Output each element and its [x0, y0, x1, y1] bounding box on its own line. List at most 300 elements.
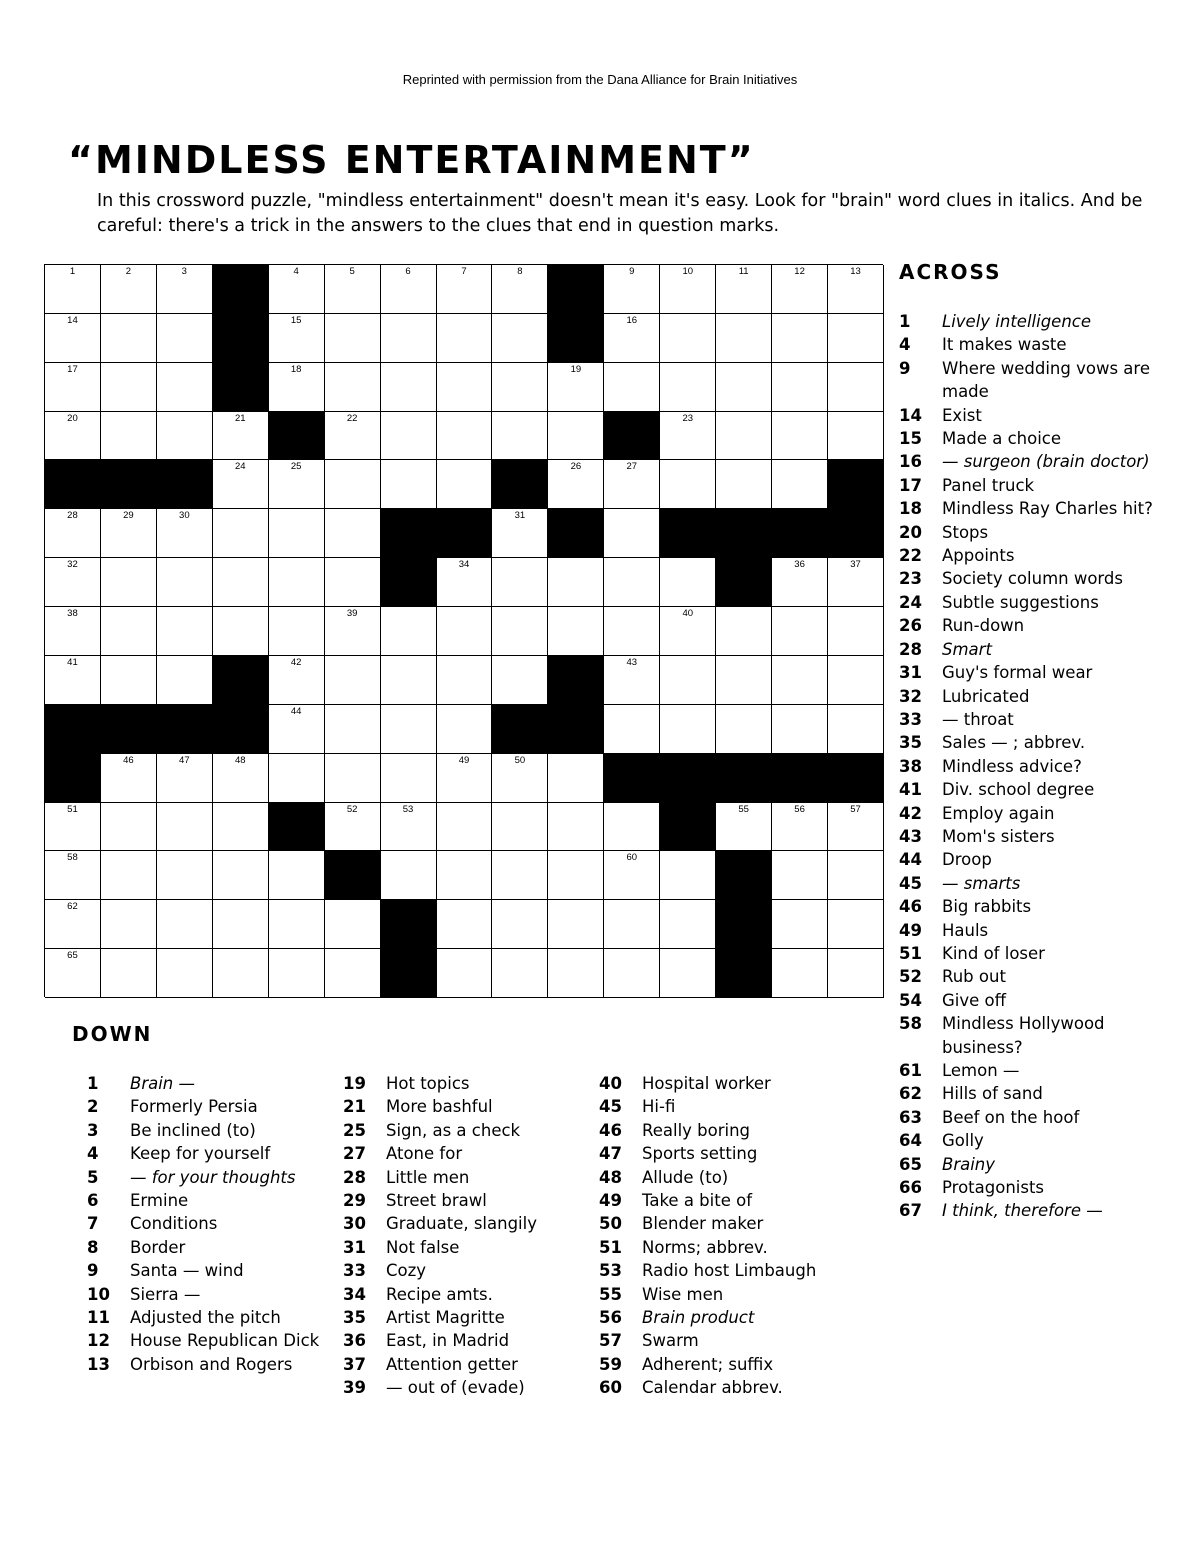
grid-cell[interactable] [45, 949, 101, 998]
grid-cell[interactable] [157, 607, 213, 656]
grid-cell[interactable] [45, 656, 101, 705]
grid-cell[interactable] [828, 851, 884, 900]
grid-cell[interactable] [325, 607, 381, 656]
clue-number: 4 [899, 335, 911, 355]
clue-item [899, 1082, 1164, 1105]
cell-number: 10 [682, 266, 694, 277]
grid-cell[interactable] [548, 900, 604, 949]
grid-cell[interactable] [45, 314, 101, 363]
clue-number: 3 [87, 1120, 99, 1140]
grid-cell[interactable] [269, 705, 325, 754]
grid-cell[interactable] [269, 509, 325, 558]
grid-cell[interactable] [437, 705, 493, 754]
grid-cell[interactable] [716, 265, 772, 314]
cell-number: 26 [570, 461, 582, 473]
clue-number: 66 [899, 1178, 922, 1198]
grid-cell[interactable] [437, 656, 493, 705]
grid-cell[interactable] [325, 803, 381, 852]
grid-cell[interactable] [213, 851, 269, 900]
grid-cell[interactable] [101, 363, 157, 412]
grid-block [157, 705, 213, 754]
grid-cell[interactable] [269, 265, 325, 314]
grid-cell[interactable] [492, 803, 548, 852]
grid-cell[interactable] [269, 558, 325, 607]
grid-cell[interactable] [772, 949, 828, 998]
grid-cell[interactable] [437, 607, 493, 656]
clue-item [899, 404, 1164, 427]
grid-cell[interactable] [492, 265, 548, 314]
clue-number: 60 [599, 1378, 622, 1398]
grid-cell[interactable] [660, 656, 716, 705]
grid-cell[interactable] [548, 851, 604, 900]
grid-cell[interactable] [269, 314, 325, 363]
grid-cell[interactable] [157, 314, 213, 363]
grid-cell[interactable] [660, 363, 716, 412]
grid-block [213, 265, 269, 314]
grid-cell[interactable] [325, 656, 381, 705]
grid-cell[interactable] [325, 949, 381, 998]
clue-number: 28 [899, 639, 922, 659]
grid-cell[interactable] [660, 949, 716, 998]
grid-cell[interactable] [716, 607, 772, 656]
clue-item [599, 1236, 844, 1259]
grid-cell[interactable] [157, 851, 213, 900]
grid-cell[interactable] [828, 412, 884, 461]
clue-text: Keep for yourself [130, 1144, 271, 1164]
grid-cell[interactable] [660, 314, 716, 363]
grid-cell[interactable] [604, 851, 660, 900]
grid-cell[interactable] [45, 851, 101, 900]
cell-number: 42 [290, 656, 302, 668]
grid-cell[interactable] [325, 314, 381, 363]
grid-block [604, 412, 660, 461]
cell-number: 11 [738, 266, 749, 277]
grid-cell[interactable] [772, 851, 828, 900]
clue-number: 44 [899, 850, 922, 870]
grid-cell[interactable] [492, 412, 548, 461]
grid-cell[interactable] [213, 509, 269, 558]
grid-cell[interactable] [157, 803, 213, 852]
grid-cell[interactable] [381, 363, 437, 412]
grid-cell[interactable] [437, 460, 493, 509]
grid-block [716, 900, 772, 949]
clue-text: Street brawl [386, 1191, 487, 1211]
grid-cell[interactable] [604, 558, 660, 607]
grid-cell[interactable] [492, 314, 548, 363]
grid-cell[interactable] [772, 900, 828, 949]
grid-cell[interactable] [101, 949, 157, 998]
clue-item [899, 521, 1164, 544]
grid-cell[interactable] [213, 460, 269, 509]
grid-cell[interactable] [660, 705, 716, 754]
grid-cell[interactable] [437, 851, 493, 900]
grid-cell[interactable] [772, 314, 828, 363]
grid-cell[interactable] [492, 754, 548, 803]
cell-number: 9 [629, 266, 635, 277]
clue-text: Border [130, 1237, 186, 1257]
grid-cell[interactable] [101, 900, 157, 949]
clue-number: 51 [899, 943, 922, 963]
clue-item [343, 1166, 588, 1189]
grid-cell[interactable] [716, 803, 772, 852]
cell-number: 14 [67, 314, 78, 326]
grid-cell[interactable] [660, 265, 716, 314]
grid-cell[interactable] [269, 754, 325, 803]
clue-text: Protagonists [942, 1178, 1045, 1198]
clue-item [87, 1212, 327, 1235]
grid-cell[interactable] [437, 363, 493, 412]
grid-cell[interactable] [45, 558, 101, 607]
grid-cell[interactable] [772, 656, 828, 705]
grid-cell[interactable] [157, 509, 213, 558]
grid-cell[interactable] [269, 607, 325, 656]
grid-cell[interactable] [548, 412, 604, 461]
cell-number: 62 [67, 901, 78, 913]
clue-text: Employ again [942, 803, 1055, 823]
cell-number: 4 [293, 266, 299, 277]
clue-number: 18 [899, 499, 922, 519]
grid-cell[interactable] [437, 558, 493, 607]
clue-text: — throat [942, 709, 1014, 729]
cell-number: 18 [290, 363, 302, 375]
clue-item [599, 1189, 844, 1212]
grid-block [101, 460, 157, 509]
clue-item [87, 1329, 327, 1352]
grid-cell[interactable] [213, 900, 269, 949]
grid-block [101, 705, 157, 754]
cell-number: 20 [67, 412, 78, 424]
clue-text: Lively intelligence [942, 312, 1092, 331]
grid-cell[interactable] [660, 851, 716, 900]
grid-cell[interactable] [437, 754, 493, 803]
grid-cell[interactable] [157, 558, 213, 607]
grid-cell[interactable] [45, 412, 101, 461]
grid-cell[interactable] [604, 705, 660, 754]
grid-cell[interactable] [772, 460, 828, 509]
clue-item [343, 1283, 588, 1306]
grid-cell[interactable] [772, 412, 828, 461]
grid-cell[interactable] [772, 803, 828, 852]
grid-block [716, 754, 772, 803]
grid-cell[interactable] [101, 851, 157, 900]
clue-item [899, 872, 1164, 895]
grid-cell[interactable] [604, 460, 660, 509]
down-heading: DOWN [72, 1022, 153, 1046]
grid-cell[interactable] [548, 949, 604, 998]
cell-number: 57 [850, 803, 861, 815]
grid-cell[interactable] [437, 949, 493, 998]
clue-text: — for your thoughts [130, 1167, 296, 1187]
cell-number: 37 [850, 559, 861, 571]
grid-cell[interactable] [772, 705, 828, 754]
clue-text: More bashful [386, 1097, 493, 1117]
grid-cell[interactable] [548, 558, 604, 607]
grid-cell[interactable] [269, 900, 325, 949]
grid-block [437, 509, 493, 558]
grid-cell[interactable] [213, 607, 269, 656]
grid-cell[interactable] [548, 754, 604, 803]
cell-number: 36 [794, 559, 805, 571]
grid-cell[interactable] [101, 558, 157, 607]
clue-item [899, 661, 1164, 684]
grid-cell[interactable] [269, 363, 325, 412]
grid-cell[interactable] [381, 412, 437, 461]
cell-number: 46 [123, 754, 134, 766]
clue-number: 16 [899, 452, 922, 472]
clue-text: Sierra — [130, 1284, 201, 1304]
grid-cell[interactable] [604, 607, 660, 656]
clue-number: 31 [899, 663, 922, 683]
grid-cell[interactable] [492, 656, 548, 705]
grid-cell[interactable] [660, 460, 716, 509]
clue-item [899, 942, 1164, 965]
clue-text: Big rabbits [942, 897, 1032, 917]
clue-text: Really boring [642, 1120, 751, 1140]
grid-cell[interactable] [437, 314, 493, 363]
grid-cell[interactable] [381, 803, 437, 852]
grid-cell[interactable] [716, 412, 772, 461]
grid-cell[interactable] [492, 607, 548, 656]
grid-cell[interactable] [45, 363, 101, 412]
grid-cell[interactable] [213, 412, 269, 461]
cell-number: 65 [67, 950, 78, 962]
grid-cell[interactable] [604, 265, 660, 314]
grid-cell[interactable] [269, 851, 325, 900]
grid-cell[interactable] [716, 314, 772, 363]
grid-cell[interactable] [101, 314, 157, 363]
grid-cell[interactable] [157, 900, 213, 949]
grid-cell[interactable] [660, 900, 716, 949]
grid-cell[interactable] [325, 705, 381, 754]
clue-text: Appoints [942, 546, 1015, 566]
clue-number: 7 [87, 1214, 99, 1234]
clue-item [599, 1306, 844, 1329]
clue-number: 13 [87, 1354, 110, 1374]
grid-cell[interactable] [716, 705, 772, 754]
grid-cell[interactable] [213, 803, 269, 852]
grid-cell[interactable] [828, 900, 884, 949]
grid-cell[interactable] [101, 607, 157, 656]
grid-cell[interactable] [660, 558, 716, 607]
grid-cell[interactable] [325, 460, 381, 509]
grid-cell[interactable] [381, 607, 437, 656]
grid-cell[interactable] [45, 607, 101, 656]
clue-number: 39 [343, 1378, 366, 1398]
grid-cell[interactable] [101, 754, 157, 803]
clue-item [87, 1283, 327, 1306]
grid-cell[interactable] [325, 412, 381, 461]
grid-cell[interactable] [325, 558, 381, 607]
grid-cell[interactable] [325, 363, 381, 412]
grid-cell[interactable] [157, 949, 213, 998]
grid-cell[interactable] [213, 949, 269, 998]
clue-number: 35 [343, 1308, 366, 1328]
clue-number: 43 [899, 826, 922, 846]
grid-cell[interactable] [492, 851, 548, 900]
cell-number: 5 [349, 266, 355, 277]
clue-text: It makes waste [942, 335, 1067, 355]
grid-cell[interactable] [45, 265, 101, 314]
grid-block [381, 949, 437, 998]
grid-cell[interactable] [325, 265, 381, 314]
grid-cell[interactable] [828, 705, 884, 754]
grid-cell[interactable] [492, 509, 548, 558]
grid-cell[interactable] [828, 363, 884, 412]
grid-cell[interactable] [381, 314, 437, 363]
across-heading: ACROSS [899, 260, 1002, 284]
cell-number: 30 [179, 510, 190, 522]
grid-cell[interactable] [716, 460, 772, 509]
grid-cell[interactable] [828, 265, 884, 314]
grid-cell[interactable] [828, 949, 884, 998]
grid-cell[interactable] [660, 412, 716, 461]
cell-number: 17 [67, 363, 78, 375]
clue-item [899, 848, 1164, 871]
clue-text: Orbison and Rogers [130, 1354, 293, 1374]
grid-cell[interactable] [716, 363, 772, 412]
across-clue-list [899, 310, 1164, 1223]
clue-text: Run-down [942, 616, 1025, 636]
clue-text: Where wedding vows are made [942, 358, 1150, 402]
grid-cell[interactable] [604, 900, 660, 949]
cell-number: 22 [346, 412, 358, 424]
clue-number: 31 [343, 1237, 366, 1257]
grid-cell[interactable] [213, 558, 269, 607]
grid-block [45, 705, 101, 754]
grid-cell[interactable] [213, 754, 269, 803]
grid-block [213, 314, 269, 363]
grid-cell[interactable] [157, 265, 213, 314]
clue-number: 21 [343, 1097, 366, 1117]
clue-text: Hills of sand [942, 1084, 1043, 1104]
grid-cell[interactable] [381, 754, 437, 803]
clue-text: Beef on the hoof [942, 1107, 1080, 1127]
grid-cell[interactable] [325, 900, 381, 949]
grid-cell[interactable] [157, 656, 213, 705]
clue-text: — out of (evade) [386, 1378, 525, 1398]
clue-number: 45 [899, 873, 922, 893]
grid-cell[interactable] [45, 509, 101, 558]
clue-text: Subtle suggestions [942, 592, 1099, 612]
grid-cell[interactable] [772, 265, 828, 314]
grid-cell[interactable] [604, 803, 660, 852]
grid-cell[interactable] [604, 656, 660, 705]
clue-text: Attention getter [386, 1354, 518, 1374]
clue-item [343, 1259, 588, 1282]
grid-cell[interactable] [381, 656, 437, 705]
clue-item [899, 333, 1164, 356]
grid-cell[interactable] [548, 607, 604, 656]
grid-block [492, 460, 548, 509]
grid-cell[interactable] [381, 265, 437, 314]
grid-cell[interactable] [381, 705, 437, 754]
grid-cell[interactable] [101, 656, 157, 705]
grid-cell[interactable] [101, 412, 157, 461]
cell-number: 29 [123, 510, 134, 522]
grid-block [604, 754, 660, 803]
clue-item [343, 1353, 588, 1376]
grid-cell[interactable] [492, 558, 548, 607]
grid-cell[interactable] [101, 803, 157, 852]
grid-cell[interactable] [604, 949, 660, 998]
clue-text: Hi-fi [642, 1097, 676, 1117]
grid-cell[interactable] [381, 460, 437, 509]
grid-cell[interactable] [772, 363, 828, 412]
clue-number: 58 [899, 1014, 922, 1034]
cell-number: 25 [290, 461, 302, 473]
grid-cell[interactable] [101, 265, 157, 314]
grid-cell[interactable] [157, 412, 213, 461]
grid-cell[interactable] [604, 509, 660, 558]
grid-cell[interactable] [101, 509, 157, 558]
grid-cell[interactable] [492, 949, 548, 998]
grid-cell[interactable] [437, 900, 493, 949]
grid-cell[interactable] [828, 803, 884, 852]
grid-cell[interactable] [437, 803, 493, 852]
grid-cell[interactable] [45, 803, 101, 852]
grid-cell[interactable] [325, 754, 381, 803]
grid-cell[interactable] [828, 558, 884, 607]
grid-cell[interactable] [269, 460, 325, 509]
grid-cell[interactable] [437, 412, 493, 461]
crossword-grid [44, 264, 883, 997]
clue-item [599, 1283, 844, 1306]
grid-cell[interactable] [548, 460, 604, 509]
clue-item [899, 731, 1164, 754]
grid-cell[interactable] [157, 363, 213, 412]
clue-item [599, 1119, 844, 1142]
cell-number: 28 [67, 510, 78, 522]
grid-cell[interactable] [325, 509, 381, 558]
cell-number: 16 [626, 314, 638, 326]
grid-cell[interactable] [548, 363, 604, 412]
grid-cell[interactable] [548, 803, 604, 852]
grid-cell[interactable] [828, 607, 884, 656]
grid-cell[interactable] [45, 900, 101, 949]
grid-cell[interactable] [828, 656, 884, 705]
grid-cell[interactable] [772, 558, 828, 607]
cell-number: 51 [67, 803, 78, 815]
down-clue-column-3 [599, 1072, 844, 1400]
grid-cell[interactable] [492, 900, 548, 949]
cell-number: 7 [461, 266, 467, 277]
grid-block [548, 656, 604, 705]
clue-number: 30 [343, 1214, 366, 1234]
cell-number: 2 [125, 266, 132, 277]
grid-cell[interactable] [772, 607, 828, 656]
grid-block [828, 754, 884, 803]
grid-cell[interactable] [828, 314, 884, 363]
clue-text: East, in Madrid [386, 1331, 510, 1351]
clue-text: Little men [386, 1167, 470, 1187]
grid-cell[interactable] [437, 265, 493, 314]
clue-text: Brain product [642, 1308, 755, 1328]
grid-cell[interactable] [716, 656, 772, 705]
grid-cell[interactable] [604, 314, 660, 363]
grid-cell[interactable] [269, 656, 325, 705]
grid-cell[interactable] [381, 851, 437, 900]
grid-cell[interactable] [157, 754, 213, 803]
clue-number: 10 [87, 1284, 110, 1304]
clue-item [87, 1236, 327, 1259]
grid-cell[interactable] [269, 949, 325, 998]
clue-number: 24 [899, 592, 922, 612]
grid-cell[interactable] [492, 363, 548, 412]
clue-item [87, 1095, 327, 1118]
grid-cell[interactable] [660, 607, 716, 656]
grid-cell[interactable] [604, 363, 660, 412]
clue-text: Mindless Ray Charles hit? [942, 499, 1153, 519]
